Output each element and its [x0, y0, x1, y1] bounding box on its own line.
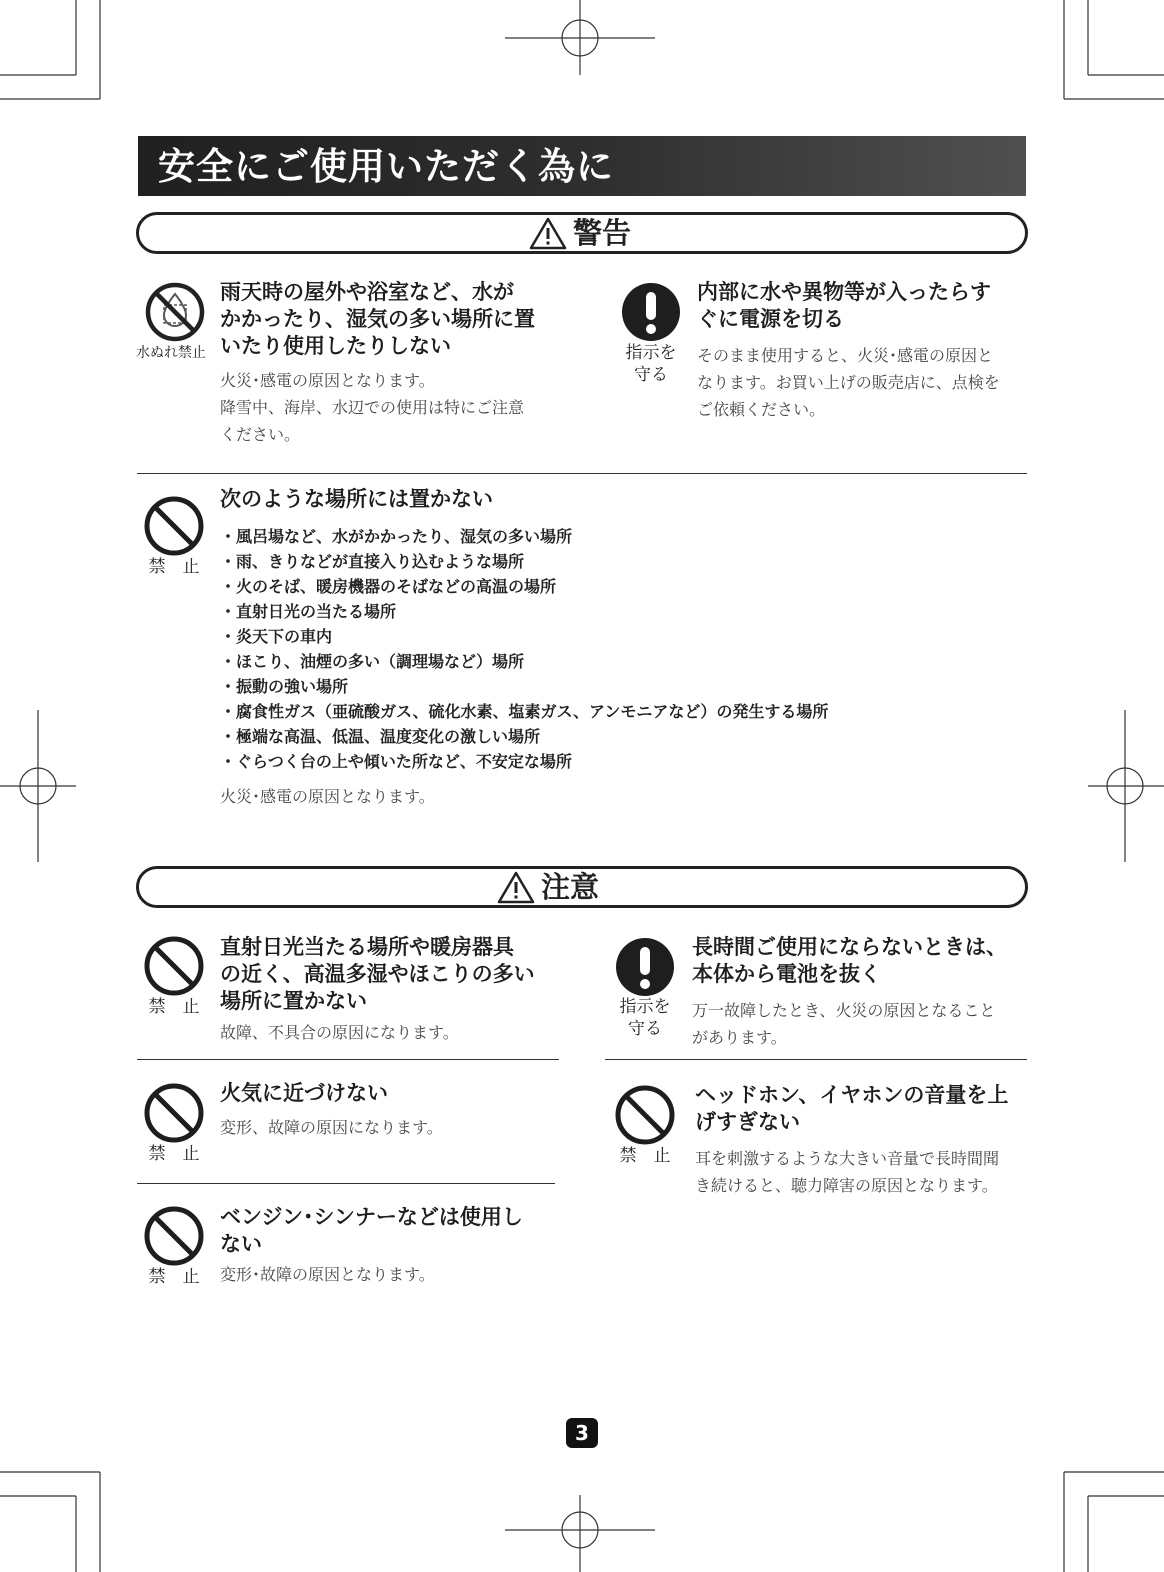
text-line: そのまま使用すると、火災･感電の原因と [697, 346, 994, 365]
divider [605, 1059, 1027, 1060]
caution-heading-group [497, 869, 599, 905]
list-item: ・ 火のそば、暖房機器のそばなどの高温の場所 [220, 574, 920, 599]
text-line: があります。 [692, 1028, 787, 1047]
heading-line: の近く、高温多湿やほこりの多い [220, 962, 535, 986]
heading-line: 本体から電池を抜く [692, 962, 881, 986]
heading-line: ない [220, 1232, 262, 1256]
warning-item-1-text [220, 367, 580, 448]
text-line: 降雪中、海岸、水辺での使用は特にご注意 [220, 398, 525, 417]
caution-item-1-heading [220, 934, 600, 1015]
caution-header [136, 866, 1028, 908]
heading-line: ベンジン･シンナーなどは使用し [220, 1205, 523, 1229]
label-line: 指示を [619, 997, 671, 1017]
warning-item-3-heading: 次のような場所には置かない [220, 487, 493, 511]
mandatory-icon [614, 936, 676, 998]
prohibited-icon [614, 1084, 676, 1146]
text-line: なります。お買い上げの販売店に、点検を [697, 373, 1000, 392]
warning-triangle-icon [529, 216, 567, 250]
caution-item-4-heading [695, 1082, 1045, 1136]
prohibited-icon [143, 1082, 205, 1144]
divider [137, 1183, 555, 1184]
list-item: ・ 腐食性ガス（亜硫酸ガス、硫化水素、塩素ガス、アンモニアなど）の発生する場所 [220, 699, 920, 724]
list-item: ・ 風呂場など、水がかかったり、湿気の多い場所 [220, 524, 920, 549]
list-item: ・ 雨、きりなどが直接入り込むような場所 [220, 549, 920, 574]
list-item: ・ ぐらつく台の上や傾いた所など、不安定な場所 [220, 749, 920, 774]
list-item: ・ 炎天下の車内 [220, 624, 920, 649]
caution-item-2-heading [692, 934, 1042, 988]
text-line: 耳を刺激するような大きい音量で長時間聞 [695, 1149, 1000, 1168]
list-item: ・ 直射日光の当たる場所 [220, 599, 920, 624]
prohibited-icon [143, 935, 205, 997]
caution-item-5-heading [220, 1204, 570, 1258]
label-line: 守る [628, 1019, 662, 1039]
caution-item-5-text: 変形･故障の原因となります。 [220, 1265, 435, 1284]
no-water-icon [144, 281, 206, 343]
heading-line: かかったり、湿気の多い場所に置 [220, 307, 535, 331]
caution-item-4-text [695, 1145, 1035, 1199]
warning-triangle-icon [497, 870, 535, 904]
title-bar [138, 136, 1026, 196]
placement-list [220, 524, 920, 774]
prohibited-label: 禁 止 [148, 1267, 200, 1287]
heading-line: 場所に置かない [220, 989, 367, 1013]
prohibited-label: 禁 止 [148, 1144, 200, 1164]
no-water-label: 水ぬれ禁止 [136, 345, 206, 361]
warning-item-2-text [697, 342, 1037, 423]
list-item: ・ 振動の強い場所 [220, 674, 920, 699]
warning-heading-group [529, 215, 631, 251]
divider [137, 473, 1027, 474]
text-line: き続けると、聴力障害の原因となります。 [695, 1176, 998, 1195]
label-line: 指示を [625, 343, 677, 363]
mandatory-label [612, 342, 690, 386]
placement-note: 火災･感電の原因となります。 [220, 787, 435, 806]
heading-line: 長時間ご使用にならないときは、 [692, 935, 1007, 959]
mandatory-icon [620, 281, 682, 343]
warning-item-2-heading [697, 279, 1037, 333]
heading-line: いたり使用したりしない [220, 334, 451, 358]
divider [137, 1059, 559, 1060]
heading-line: 直射日光当たる場所や暖房器具 [220, 935, 514, 959]
heading-line: ぐに電源を切る [697, 307, 844, 331]
list-item: ・ 極端な高温、低温、温度変化の激しい場所 [220, 724, 920, 749]
warning-heading: 警告 [573, 216, 632, 250]
heading-line: げすぎない [695, 1110, 800, 1134]
prohibited-icon [143, 495, 205, 557]
heading-line: ヘッドホン、イヤホンの音量を上 [695, 1083, 1009, 1107]
mandatory-label [606, 996, 684, 1040]
prohibited-label: 禁 止 [148, 557, 200, 577]
prohibited-icon [143, 1205, 205, 1267]
text-line: ください。 [220, 425, 301, 444]
label-line: 守る [634, 365, 668, 385]
text-line: 火災･感電の原因となります。 [220, 371, 435, 390]
caution-heading: 注意 [541, 870, 600, 904]
caution-item-2-text [692, 997, 1032, 1051]
warning-header [136, 212, 1028, 254]
caution-item-1-text: 故障、不具合の原因になります。 [220, 1023, 459, 1042]
caution-item-3-text: 変形、故障の原因になります。 [220, 1118, 443, 1137]
text-line: ご依頼ください。 [697, 400, 826, 419]
prohibited-label: 禁 止 [619, 1146, 671, 1166]
text-line: 万一故障したとき、火災の原因となること [692, 1001, 996, 1020]
page-number: 3 [566, 1418, 598, 1448]
warning-item-1-heading [220, 279, 600, 360]
warning-item-1-icon-group [142, 281, 206, 347]
page-title: 安全にご使用いただく為に [158, 144, 614, 188]
heading-line: 雨天時の屋外や浴室など、水が [220, 280, 514, 304]
prohibited-label: 禁 止 [148, 997, 200, 1017]
caution-item-3-heading: 火気に近づけない [220, 1081, 388, 1105]
heading-line: 内部に水や異物等が入ったらす [697, 280, 991, 304]
list-item: ・ ほこり、油煙の多い（調理場など）場所 [220, 649, 920, 674]
